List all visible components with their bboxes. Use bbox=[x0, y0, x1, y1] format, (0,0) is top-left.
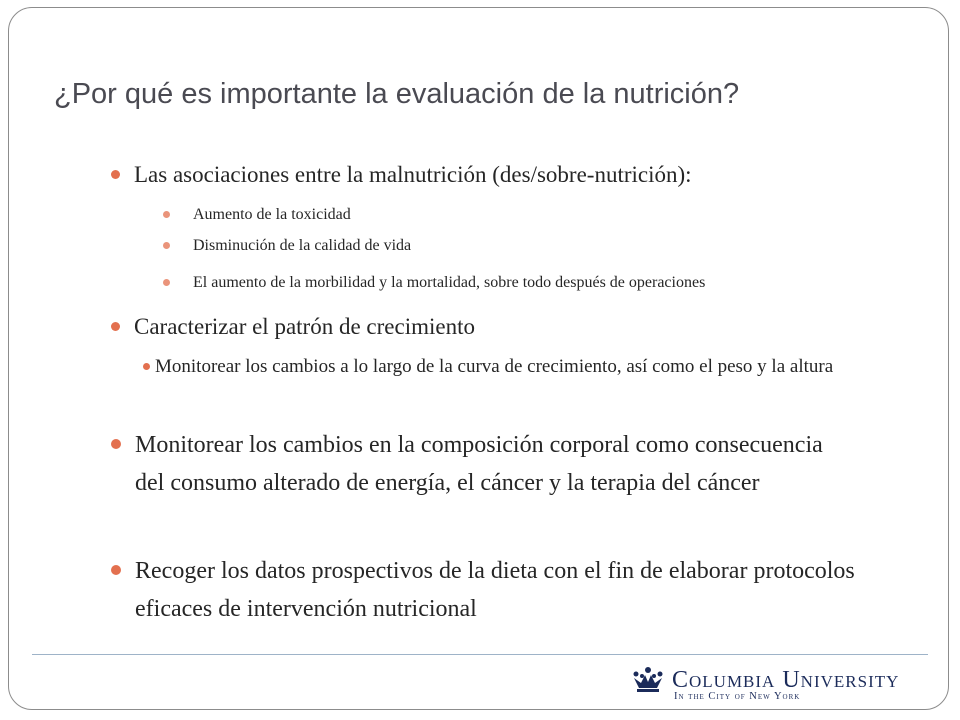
bullet-marker bbox=[111, 170, 120, 179]
bullet-text: Caracterizar el patrón de crecimiento bbox=[134, 314, 475, 339]
sub-bullet-marker bbox=[163, 279, 170, 286]
bullet-marker bbox=[111, 439, 121, 449]
sub-bullet-text: Disminución de la calidad de vida bbox=[193, 237, 412, 254]
bullet-text: Recoger los datos prospectivos de la dieta con el fin de elaborar protocolos eficaces de intervención nutricional bbox=[135, 558, 855, 622]
sub-bullet-marker bbox=[163, 211, 170, 218]
footer-divider bbox=[32, 654, 928, 655]
sub-bullet-text: Monitorear los cambios a lo largo de la curva de crecimiento, así como el peso y la altura bbox=[155, 356, 834, 377]
slide-title: ¿Por qué es importante la evaluación de la nutrición? bbox=[54, 78, 740, 110]
sub-bullet-marker bbox=[163, 242, 170, 249]
sub-bullet-text: El aumento de la morbilidad y la mortalidad, sobre todo después de operaciones bbox=[193, 274, 706, 291]
crown-icon bbox=[631, 666, 665, 699]
bullet-marker bbox=[111, 322, 120, 331]
sub-bullet-marker bbox=[143, 363, 150, 370]
bullet-marker bbox=[111, 565, 121, 575]
columbia-logo bbox=[672, 667, 899, 702]
bullet-text: Monitorear los cambios en la composición corporal como consecuencia del consumo alterado de energía, el cáncer y la terapia del cáncer bbox=[135, 432, 823, 496]
bullet-text: Las asociaciones entre la malnutrición (des/sobre-nutrición): bbox=[134, 162, 692, 187]
sub-bullet-text: Aumento de la toxicidad bbox=[193, 206, 351, 223]
logo-name: Columbia University bbox=[672, 667, 900, 693]
logo-subtitle: In the City of New York bbox=[674, 691, 801, 702]
